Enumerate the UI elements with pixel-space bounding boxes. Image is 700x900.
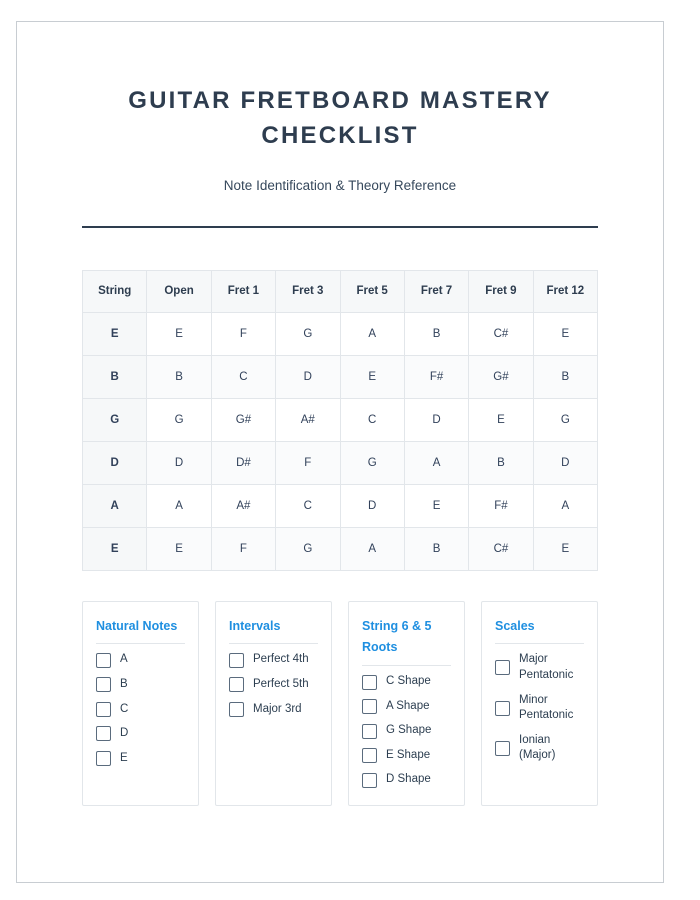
title-divider — [82, 226, 598, 228]
string-name-cell: D — [83, 441, 147, 484]
list-item-label: Major 3rd — [253, 702, 302, 715]
note-cell: B — [147, 355, 211, 398]
note-cell: E — [469, 398, 533, 441]
checkbox-icon[interactable] — [362, 675, 377, 690]
list-item-label: E Shape — [386, 748, 431, 761]
table-row — [83, 441, 598, 484]
note-cell: G — [533, 398, 597, 441]
list-item-label: G Shape — [386, 724, 432, 737]
checklist-cards — [82, 601, 598, 806]
list-item[interactable] — [96, 726, 185, 742]
list-item[interactable] — [229, 702, 318, 718]
column-header: Open — [147, 270, 211, 312]
table-row — [83, 355, 598, 398]
note-cell: G# — [469, 355, 533, 398]
list-item-label: B — [120, 677, 128, 690]
list-item-label: Major Pentatonic — [519, 653, 574, 681]
checkbox-icon[interactable] — [96, 702, 111, 717]
note-cell: D — [404, 398, 468, 441]
checkbox-icon[interactable] — [96, 751, 111, 766]
note-cell: D — [533, 441, 597, 484]
note-cell: F — [276, 441, 340, 484]
checkbox-icon[interactable] — [96, 677, 111, 692]
list-item[interactable] — [362, 748, 451, 764]
note-cell: A# — [276, 398, 340, 441]
note-cell: D — [147, 441, 211, 484]
note-cell: A — [533, 484, 597, 527]
note-cell: F# — [469, 484, 533, 527]
note-cell: D — [340, 484, 404, 527]
note-cell: E — [533, 527, 597, 570]
list-item[interactable] — [362, 674, 451, 690]
table-header-row — [83, 270, 598, 312]
note-cell: G# — [211, 398, 275, 441]
note-cell: G — [340, 441, 404, 484]
list-item[interactable] — [96, 652, 185, 668]
note-cell: E — [147, 312, 211, 355]
note-cell: E — [533, 312, 597, 355]
note-cell: A — [404, 441, 468, 484]
string-name-cell: G — [83, 398, 147, 441]
card-title: String 6 & 5 Roots — [362, 616, 451, 667]
note-cell: E — [404, 484, 468, 527]
checklist-card-intervals — [215, 601, 332, 806]
list-item-label: D Shape — [386, 773, 431, 786]
note-cell: G — [276, 312, 340, 355]
list-item-label: D — [120, 727, 129, 740]
list-item-label: A — [120, 653, 128, 666]
checkbox-icon[interactable] — [362, 724, 377, 739]
note-cell: B — [404, 527, 468, 570]
column-header: Fret 12 — [533, 270, 597, 312]
list-item[interactable] — [362, 699, 451, 715]
document-body — [17, 22, 663, 806]
string-name-cell: A — [83, 484, 147, 527]
column-header: Fret 7 — [404, 270, 468, 312]
list-item[interactable] — [495, 652, 584, 683]
note-cell: B — [404, 312, 468, 355]
note-cell: B — [469, 441, 533, 484]
note-cell: D — [276, 355, 340, 398]
card-title: Scales — [495, 616, 584, 645]
checkbox-icon[interactable] — [229, 677, 244, 692]
list-item[interactable] — [362, 723, 451, 739]
note-cell: F — [211, 312, 275, 355]
note-cell: F — [211, 527, 275, 570]
table-row — [83, 312, 598, 355]
card-title: Natural Notes — [96, 616, 185, 645]
list-item-label: C — [120, 702, 129, 715]
note-cell: C — [276, 484, 340, 527]
note-cell: D# — [211, 441, 275, 484]
note-cell: C# — [469, 312, 533, 355]
note-cell: A — [147, 484, 211, 527]
column-header: Fret 5 — [340, 270, 404, 312]
checkbox-icon[interactable] — [495, 741, 510, 756]
string-name-cell: E — [83, 312, 147, 355]
list-item[interactable] — [229, 652, 318, 668]
column-header: Fret 1 — [211, 270, 275, 312]
list-item-label: E — [120, 751, 128, 764]
note-cell: G — [147, 398, 211, 441]
list-item-label: C Shape — [386, 675, 431, 688]
checkbox-icon[interactable] — [96, 653, 111, 668]
string-name-cell: B — [83, 355, 147, 398]
note-cell: E — [147, 527, 211, 570]
checkbox-icon[interactable] — [229, 653, 244, 668]
checklist-card-natural-notes — [82, 601, 199, 806]
list-item[interactable] — [229, 677, 318, 693]
document-page — [16, 21, 664, 883]
fretboard-note-table — [82, 270, 598, 571]
checkbox-icon[interactable] — [229, 702, 244, 717]
list-item[interactable] — [96, 751, 185, 767]
note-cell: C — [211, 355, 275, 398]
note-cell: A — [340, 527, 404, 570]
checklist-card-scales — [481, 601, 598, 806]
checkbox-icon[interactable] — [495, 701, 510, 716]
list-item-label: A Shape — [386, 699, 430, 712]
note-cell: F# — [404, 355, 468, 398]
list-item[interactable] — [96, 677, 185, 693]
table-row — [83, 527, 598, 570]
column-header: Fret 9 — [469, 270, 533, 312]
note-cell: A — [340, 312, 404, 355]
page-subtitle: Note Identification & Theory Reference — [223, 177, 457, 193]
note-cell: B — [533, 355, 597, 398]
note-cell: C — [340, 398, 404, 441]
card-title: Intervals — [229, 616, 318, 645]
list-item[interactable] — [495, 693, 584, 724]
list-item-label: Perfect 4th — [253, 653, 309, 666]
list-item-label: Perfect 5th — [253, 677, 309, 690]
table-row — [83, 484, 598, 527]
checkbox-icon[interactable] — [362, 699, 377, 714]
list-item-label: Minor Pentatonic — [519, 693, 574, 722]
checkbox-icon[interactable] — [495, 660, 510, 675]
checkbox-icon[interactable] — [96, 726, 111, 741]
list-item[interactable] — [495, 733, 584, 764]
note-cell: A# — [211, 484, 275, 527]
checkbox-icon[interactable] — [362, 773, 377, 788]
list-item[interactable] — [362, 772, 451, 788]
page-title: GUITAR FRETBOARD MASTERY CHECKLIST — [128, 87, 552, 149]
checkbox-icon[interactable] — [362, 748, 377, 763]
note-cell: C# — [469, 527, 533, 570]
list-item[interactable] — [96, 702, 185, 718]
column-header: String — [83, 270, 147, 312]
string-name-cell: E — [83, 527, 147, 570]
list-item-label: Ionian (Major) — [519, 733, 556, 762]
table-row — [83, 398, 598, 441]
note-cell: G — [276, 527, 340, 570]
column-header: Fret 3 — [276, 270, 340, 312]
note-cell: E — [340, 355, 404, 398]
checklist-card-string-roots — [348, 601, 465, 806]
